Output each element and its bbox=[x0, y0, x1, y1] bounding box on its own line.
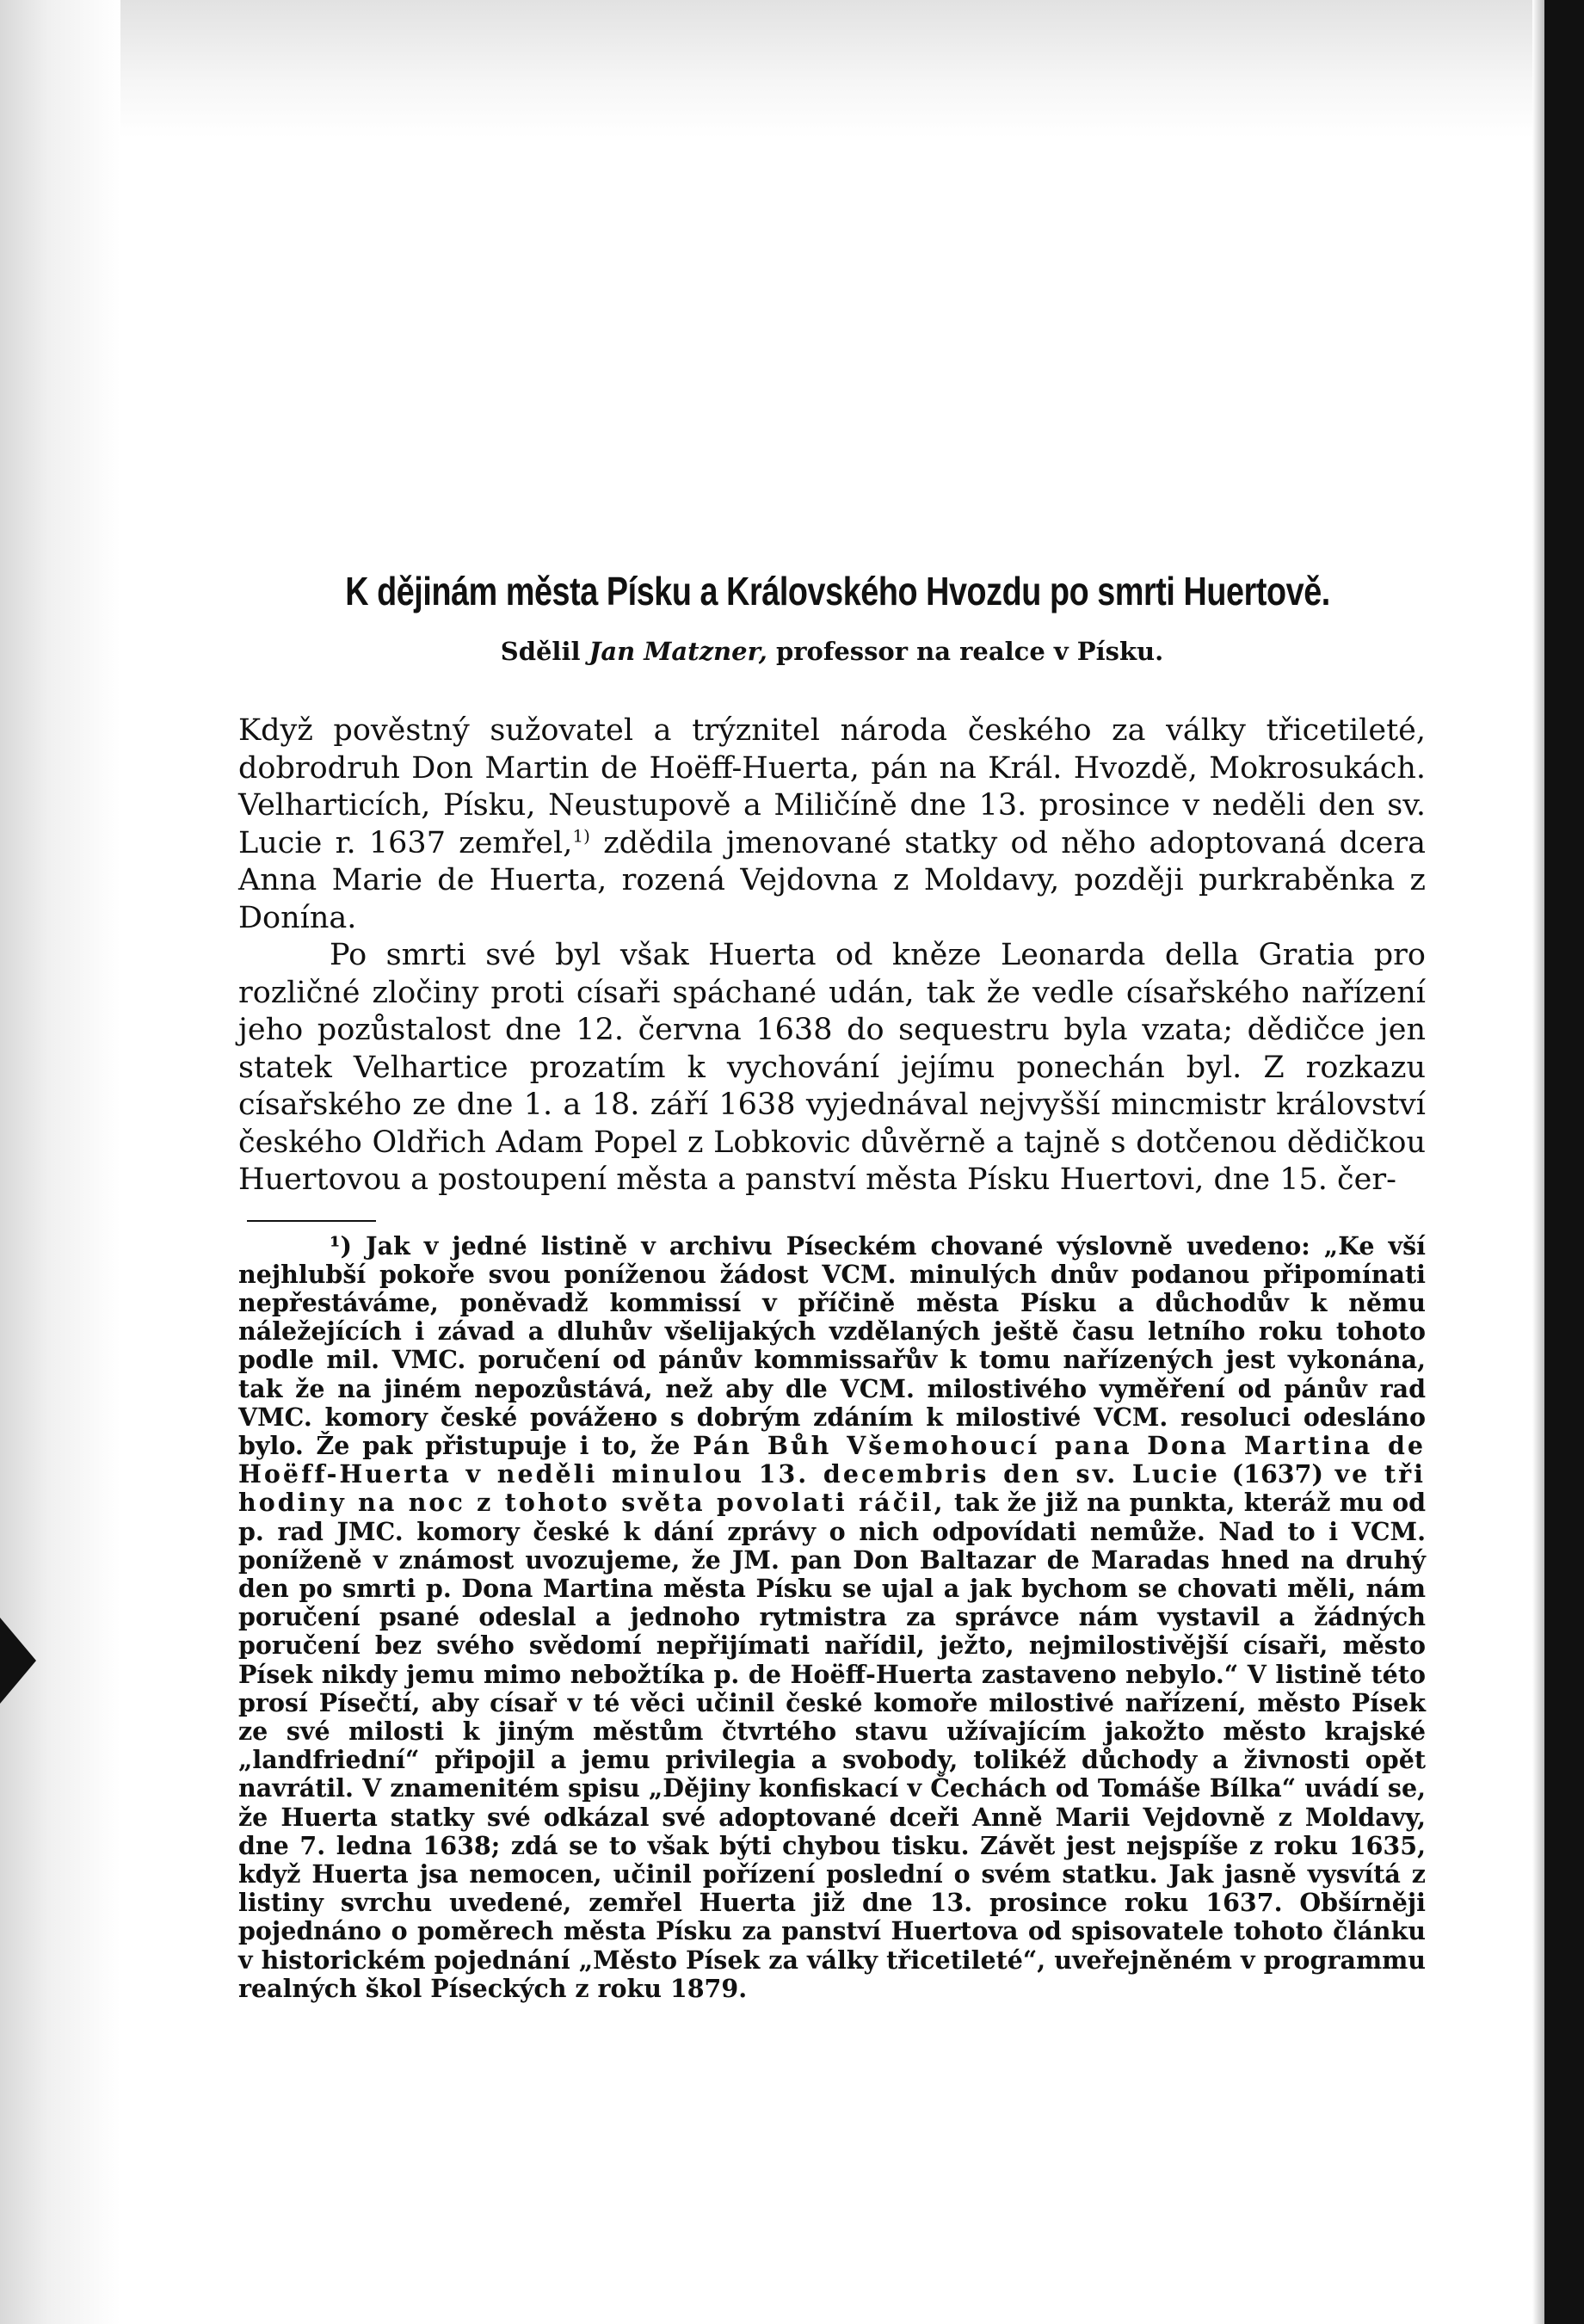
paragraph-1 bbox=[238, 712, 1426, 937]
article-body bbox=[238, 712, 1426, 1199]
footnote-text-a: Jak v jedné listině v archivu Píseckém chované výslovně uvedeno: „Ke vší nejhlubší pokoře svou poníženou žádost VCM. minulých dnův podanou připomínati nepřestáváme, poněvadž kommissí v příčině města Písku a důchodův k němu náležejících i závad a dluhův všelijakých vzdělaných ještě času letního roku tohoto podle mil. VMC. poručení od pánův kommissařův k tomu nařízených jest vykonána, tak že na jiném nepozůstává, než aby dle VCM. milostivého vyměření od pánův rad VMC. komory české povážено s dobrým zdáním k milostivé VCM. resoluci odesláno bylo. Že pak přistupuje i to, že bbox=[238, 1230, 1426, 1460]
footnote-divider bbox=[247, 1220, 376, 1222]
paragraph-1-part-b: zdědila jmenované statky od něho adoptovaná dcera Anna Marie de Huerta, rozená Vejdovna z Moldavy, později purkraběnka z Donína. bbox=[238, 825, 1426, 935]
footnote-text bbox=[238, 1232, 1426, 2003]
byline-prefix: Sdělil bbox=[500, 637, 581, 666]
paragraph-1-part-a: Když pověstný sužovatel a trýznitel národa českého za války třicetileté, dobrodruh Don Martin de Hoëff-Huerta, pán na Král. Hvozdě, Mokrosukách. Velharticích, Písku, Neustupově a Miličíně dne 13. prosince v neděli den sv. Lucie r. 1637 zemřel, bbox=[238, 713, 1426, 860]
footnote-spaced-2: ve tři hodiny na noc z tohoto světa povolati ráčil, bbox=[238, 1459, 1426, 1518]
footnote bbox=[238, 1232, 1426, 2003]
footnote-text-b: (1637) bbox=[1231, 1459, 1323, 1489]
scan-shadow-top bbox=[0, 0, 1584, 138]
scan-border-right bbox=[1544, 0, 1584, 2324]
byline-suffix: professor na realce v Písku. bbox=[775, 637, 1164, 666]
scan-shadow-left bbox=[0, 0, 120, 2324]
footnote-reference[interactable]: 1) bbox=[572, 824, 590, 846]
article-title: K dějinám města Písku a Královského Hvozdu po smrti Huertově. bbox=[345, 569, 1330, 613]
byline bbox=[238, 637, 1426, 666]
byline-author: Jan Matzner, bbox=[589, 637, 767, 666]
paragraph-2: Po smrti své byl však Huerta od kněze Leonarda della Gratia pro rozličné zločiny proti císaři spáchané udán, tak že vedle císařského nařízení jeho pozůstalost dne 12. června 1638 do sequestru byla vzata; dědičce jen statek Velhartice prozatím k vychování jejímu ponechán byl. Z rozkazu císařského ze dne 1. a 18. září 1638 vyjednával nejvyšší mincmistr království českého Oldřich Adam Popel z Lobkovic důvěrně a tajně s dotčenou dědičkou Huertovou a postoupení města a panství města Písku Huertovi, dne 15. čer- bbox=[238, 938, 1426, 1197]
page-edge-tab-marker bbox=[0, 1618, 36, 1704]
footnote-mark: ¹) bbox=[330, 1230, 352, 1261]
page-content bbox=[238, 568, 1426, 2003]
footnote-text-c: tak že již na punkta, kteráž mu od p. rad JMC. komory české k dání zprávy o nich odpovídati nemůže. Nad to i VCM. poníženě v známost uvozujeme, že JM. pan Don Baltazar de Maradas hned na druhý den po smrti p. Dona Martina města Písku se ujal a jak bychom se chovati měli, nám poručení psané odeslal a jednoho rytmistra za správce nám vystavil a žádných poručení bez svého svědomí nepřijímati nařídil, ježto, nejmilostivější císaři, město Písek nikdy jemu mimo nebožtíka p. de Hoëff-Huerta zastaveno nebylo.“ V listině této prosí Písečtí, aby císař v té věci učinil české komoře milostivé nařízení, město Písek ze své milosti k jiným městům čtvrtého stavu užívajícím jakožto město krajské „landfriední“ připojil a jemu privilegia a svobody, tolikéž důchody a živnosti opět navrátil. V znamenitém spisu „Dějiny konfiskací v Čechách od Tomáše Bílka“ uvádí se, že Huerta statky své odkázal své adoptované dceři Anně Marii Vejdovně z Moldavy, dne 7. ledna 1638; zdá se to však býti chybou tisku. Závět jest nejspíše z roku 1635, když Huerta jsa nemocen, učinil pořízení poslední o svém statku. Jak jasně vysvítá z listiny svrchu uvedené, zemřel Huerta již dne 13. prosince roku 1637. Obšírněji pojednáno o poměrech města Písku za panství Huertova od spisovatele tohoto článku v historickém pojednání „Město Písek za války třicetileté“, uveřejněném v programmu realných škol Píseckých z roku 1879. bbox=[238, 1488, 1426, 2003]
footnote-spaced-1: Pán Bůh Všemohoucí pana Dona Martina de Hoëff-Huerta v neděli minulou 13. decembris den sv. Lucie bbox=[238, 1430, 1427, 1489]
scan-gutter bbox=[1532, 0, 1544, 2324]
